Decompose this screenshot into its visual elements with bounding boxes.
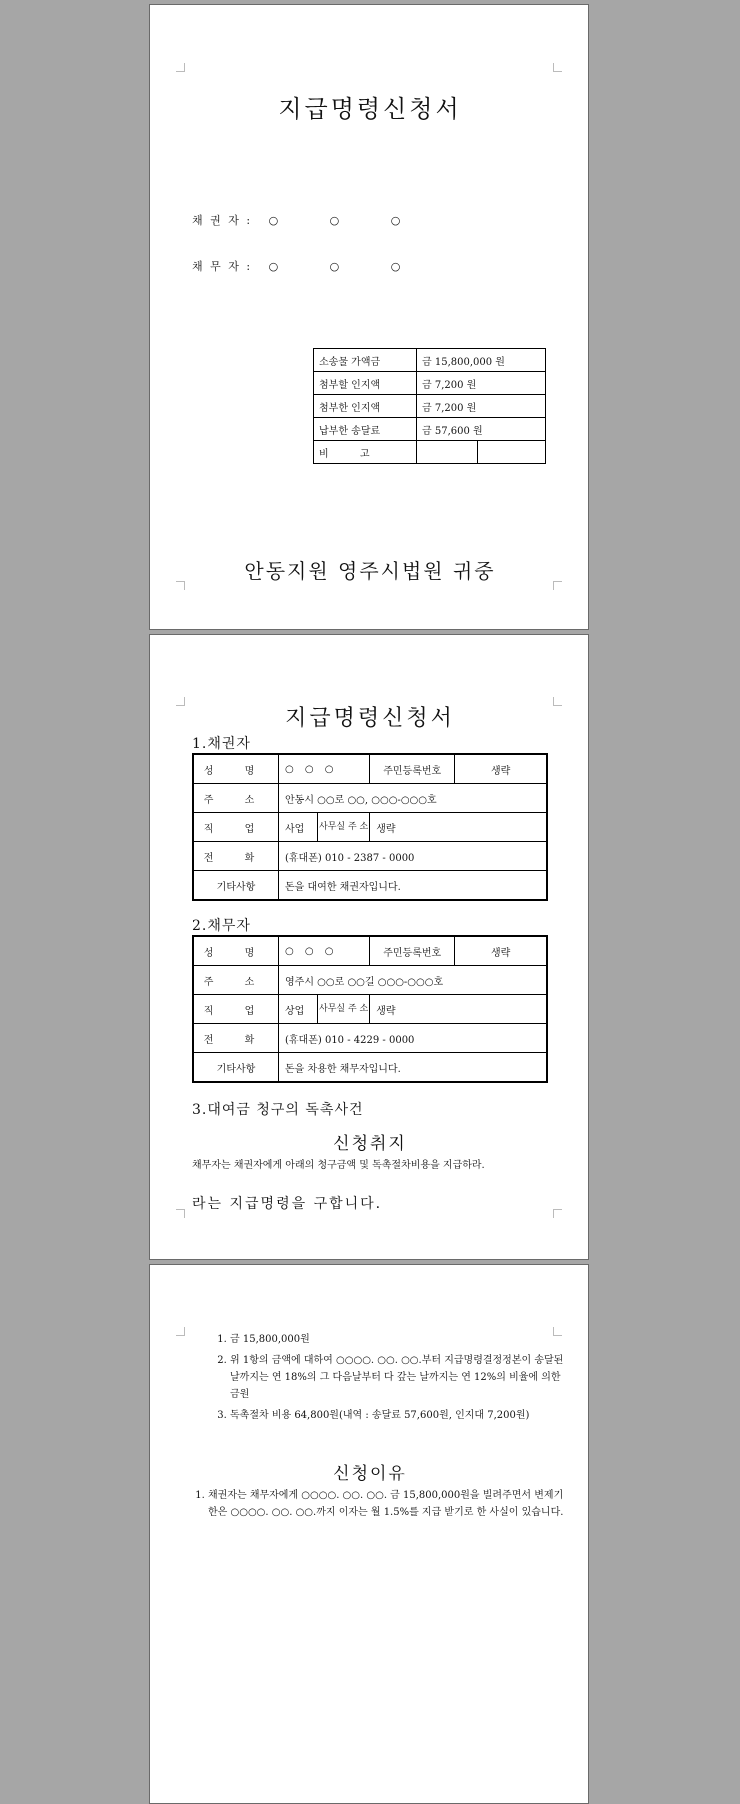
purpose-closing: 라는 지급명령을 구합니다. bbox=[192, 1196, 383, 1212]
table-row bbox=[193, 871, 547, 901]
office-label: 사무실 주 소 bbox=[318, 813, 370, 842]
creditor-address: 안동시 ○○로 ○○, ○○○-○○○호 bbox=[279, 784, 548, 813]
creditor-phone: (휴대폰) 010 - 2387 - 0000 bbox=[279, 842, 548, 871]
debtor-name: ○ ○ ○ bbox=[279, 936, 370, 966]
address-label: 주 소 bbox=[193, 784, 279, 813]
fee-value bbox=[417, 441, 478, 464]
court-name: 안동지원 영주시법원 귀중 bbox=[244, 559, 496, 583]
name-label: 성 명 bbox=[193, 754, 279, 784]
table-row bbox=[314, 441, 546, 464]
table-row bbox=[314, 418, 546, 441]
fee-label: 첨부한 인지액 bbox=[314, 395, 417, 418]
fee-label: 납부한 송달료 bbox=[314, 418, 417, 441]
creditor-line bbox=[192, 212, 424, 228]
job-label: 직 업 bbox=[193, 995, 279, 1024]
table-row bbox=[314, 349, 546, 372]
document-page-3 bbox=[149, 1264, 589, 1804]
reason-list bbox=[192, 1487, 564, 1525]
phone-label: 전 화 bbox=[193, 842, 279, 871]
debtor-line bbox=[192, 258, 424, 274]
margin-corner bbox=[176, 1209, 185, 1218]
document-page-2 bbox=[149, 634, 589, 1260]
debtor-label: 채 무 자 : bbox=[192, 260, 253, 273]
purpose-text: 채무자는 채권자에게 아래의 청구금액 및 독촉절차비용을 지급하라. bbox=[192, 1160, 485, 1171]
table-row bbox=[193, 1053, 547, 1083]
table-row bbox=[193, 995, 547, 1024]
name-label: 성 명 bbox=[193, 936, 279, 966]
table-row bbox=[193, 1024, 547, 1053]
office-value: 생략 bbox=[370, 813, 547, 842]
debtor-phone: (휴대폰) 010 - 4229 - 0000 bbox=[279, 1024, 548, 1053]
debtor-job: 상업 bbox=[279, 995, 318, 1024]
table-row bbox=[193, 784, 547, 813]
creditor-heading: 1.채권자 bbox=[192, 736, 251, 752]
claim-list bbox=[210, 1331, 570, 1428]
table-row bbox=[193, 754, 547, 784]
table-row bbox=[193, 842, 547, 871]
phone-label: 전 화 bbox=[193, 1024, 279, 1053]
case-heading: 3.대여금 청구의 독촉사건 bbox=[192, 1102, 364, 1118]
margin-corner bbox=[176, 1327, 185, 1336]
debtor-name: ○ ○ ○ bbox=[268, 260, 425, 273]
id-label: 주민등록번호 bbox=[370, 936, 455, 966]
list-item: 3. 독촉절차 비용 64,800원(내역 : 송달료 57,600원, 인지대 7,200원) bbox=[230, 1407, 570, 1424]
fee-label: 소송물 가액금 bbox=[314, 349, 417, 372]
margin-corner bbox=[176, 63, 185, 72]
job-label: 직 업 bbox=[193, 813, 279, 842]
debtor-address: 영주시 ○○로 ○○길 ○○○-○○○호 bbox=[279, 966, 548, 995]
table-row bbox=[314, 372, 546, 395]
etc-label: 기타사항 bbox=[193, 871, 279, 901]
fee-value: 금 15,800,000 원 bbox=[417, 349, 546, 372]
id-value: 생략 bbox=[455, 936, 547, 966]
etc-label: 기타사항 bbox=[193, 1053, 279, 1083]
list-item: 2. 위 1항의 금액에 대하여 ○○○○. ○○. ○○.부터 지급명령결정정본이 송달된 날까지는 연 18%의 그 다음날부터 다 갚는 날까지는 연 12%의 비율에 의한 금원 bbox=[230, 1352, 570, 1403]
fee-value: 금 7,200 원 bbox=[417, 372, 546, 395]
fee-table bbox=[313, 348, 546, 464]
creditor-name: ○ ○ ○ bbox=[268, 214, 425, 227]
fee-value: 금 7,200 원 bbox=[417, 395, 546, 418]
list-item: 1. 채권자는 채무자에게 ○○○○. ○○. ○○. 금 15,800,000원을 빌려주면서 변제기한은 ○○○○. ○○. ○○.까지 이자는 월 1.5%를 지급 받기로 한 사실이 있습니다. bbox=[208, 1487, 564, 1521]
creditor-name: ○ ○ ○ bbox=[279, 754, 370, 784]
list-item: 1. 금 15,800,000원 bbox=[230, 1331, 570, 1348]
creditor-table bbox=[192, 753, 548, 901]
debtor-etc: 돈을 차용한 채무자입니다. bbox=[279, 1053, 548, 1083]
fee-label: 비 고 bbox=[314, 441, 417, 464]
page-title: 지급명령신청서 bbox=[285, 706, 455, 731]
creditor-job: 사업 bbox=[279, 813, 318, 842]
table-row bbox=[314, 395, 546, 418]
purpose-heading: 신청취지 bbox=[333, 1134, 407, 1154]
table-row bbox=[193, 813, 547, 842]
id-value: 생략 bbox=[455, 754, 547, 784]
fee-label: 첨부할 인지액 bbox=[314, 372, 417, 395]
fee-value: 금 57,600 원 bbox=[417, 418, 546, 441]
fee-empty-cell bbox=[478, 441, 546, 464]
creditor-etc: 돈을 대여한 채권자입니다. bbox=[279, 871, 548, 901]
id-label: 주민등록번호 bbox=[370, 754, 455, 784]
office-value: 생략 bbox=[370, 995, 547, 1024]
page-title: 지급명령신청서 bbox=[278, 95, 462, 123]
office-label: 사무실 주 소 bbox=[318, 995, 370, 1024]
reason-heading: 신청이유 bbox=[333, 1464, 407, 1484]
address-label: 주 소 bbox=[193, 966, 279, 995]
debtor-heading: 2.채무자 bbox=[192, 918, 251, 934]
margin-corner bbox=[553, 1209, 562, 1218]
creditor-label: 채 권 자 : bbox=[192, 214, 253, 227]
document-page-1 bbox=[149, 4, 589, 630]
table-row bbox=[193, 966, 547, 995]
debtor-table bbox=[192, 935, 548, 1083]
table-row bbox=[193, 936, 547, 966]
margin-corner bbox=[553, 63, 562, 72]
